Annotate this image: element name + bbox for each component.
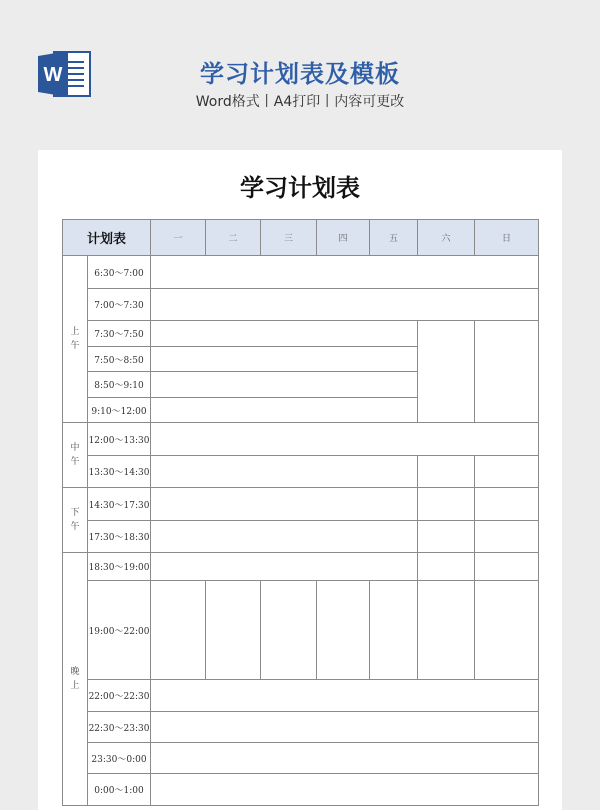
time-slot: 14:30～17:30 [88, 488, 151, 521]
table-row [63, 743, 539, 774]
plan-cell-sunday[interactable] [475, 553, 539, 581]
plan-cell-sunday[interactable] [475, 488, 539, 521]
table-row [63, 521, 539, 553]
plan-cell-wednesday[interactable] [261, 581, 317, 680]
time-slot: 12:00～13:30 [88, 423, 151, 456]
table-row [63, 321, 539, 347]
table-row [63, 456, 539, 488]
period-noon: 中 午 [63, 423, 88, 488]
time-slot: 7:00～7:30 [88, 289, 151, 321]
day-header: 六 [418, 220, 475, 256]
plan-cell-saturday[interactable] [418, 553, 475, 581]
table-row [63, 289, 539, 321]
day-header: 五 [370, 220, 418, 256]
plan-cell[interactable] [151, 680, 539, 712]
plan-cell[interactable] [151, 521, 418, 553]
period-afternoon: 下 午 [63, 488, 88, 553]
table-row [63, 680, 539, 712]
plan-cell-thursday[interactable] [317, 581, 370, 680]
time-slot: 9:10～12:00 [88, 398, 151, 423]
day-header: 三 [261, 220, 317, 256]
day-header: 四 [317, 220, 370, 256]
document-page [38, 150, 562, 810]
word-logo-letter: W [43, 64, 63, 86]
plan-cell[interactable] [151, 347, 418, 372]
plan-cell[interactable] [151, 774, 539, 806]
time-slot: 7:30～7:50 [88, 321, 151, 347]
plan-cell[interactable] [151, 456, 418, 488]
plan-cell[interactable] [151, 256, 539, 289]
time-slot: 19:00～22:00 [88, 581, 151, 680]
table-corner-label: 计划表 [63, 220, 151, 256]
plan-cell[interactable] [151, 488, 418, 521]
plan-cell-saturday[interactable] [418, 321, 475, 423]
time-slot: 22:30～23:30 [88, 712, 151, 743]
plan-cell[interactable] [151, 398, 418, 423]
plan-cell-sunday[interactable] [475, 521, 539, 553]
plan-cell-saturday[interactable] [418, 488, 475, 521]
table-row [63, 581, 539, 680]
time-slot: 23:30～0:00 [88, 743, 151, 774]
page-header [0, 0, 600, 150]
table-row [63, 712, 539, 743]
plan-cell[interactable] [151, 553, 418, 581]
table-row [63, 488, 539, 521]
day-header: 日 [475, 220, 539, 256]
plan-cell-sunday[interactable] [475, 581, 539, 680]
plan-cell[interactable] [151, 712, 539, 743]
plan-cell[interactable] [151, 372, 418, 398]
plan-cell-monday[interactable] [151, 581, 206, 680]
plan-cell-saturday[interactable] [418, 581, 475, 680]
table-header-row [63, 220, 539, 256]
time-slot: 18:30～19:00 [88, 553, 151, 581]
day-header: 二 [206, 220, 261, 256]
table-row [63, 553, 539, 581]
plan-cell[interactable] [151, 423, 539, 456]
plan-cell-friday[interactable] [370, 581, 418, 680]
plan-cell[interactable] [151, 321, 418, 347]
plan-cell[interactable] [151, 289, 539, 321]
period-morning: 上 午 [63, 256, 88, 423]
time-slot: 0:00～1:00 [88, 774, 151, 806]
time-slot: 6:30～7:00 [88, 256, 151, 289]
plan-cell-tuesday[interactable] [206, 581, 261, 680]
plan-cell-saturday[interactable] [418, 456, 475, 488]
plan-cell[interactable] [151, 743, 539, 774]
time-slot: 13:30～14:30 [88, 456, 151, 488]
study-plan-table [62, 219, 539, 806]
time-slot: 22:00～22:30 [88, 680, 151, 712]
plan-cell-sunday[interactable] [475, 456, 539, 488]
table-row [63, 256, 539, 289]
plan-cell-saturday[interactable] [418, 521, 475, 553]
day-header: 一 [151, 220, 206, 256]
page-title: 学习计划表及模板 [200, 60, 400, 88]
period-evening: 晚 上 [63, 553, 88, 806]
time-slot: 8:50～9:10 [88, 372, 151, 398]
page-subtitle: Word格式丨A4打印丨内容可更改 [195, 94, 405, 110]
plan-cell-sunday[interactable] [475, 321, 539, 423]
document-title: 学习计划表 [240, 173, 360, 202]
time-slot: 7:50～8:50 [88, 347, 151, 372]
time-slot: 17:30～18:30 [88, 521, 151, 553]
table-row [63, 423, 539, 456]
table-row [63, 774, 539, 806]
